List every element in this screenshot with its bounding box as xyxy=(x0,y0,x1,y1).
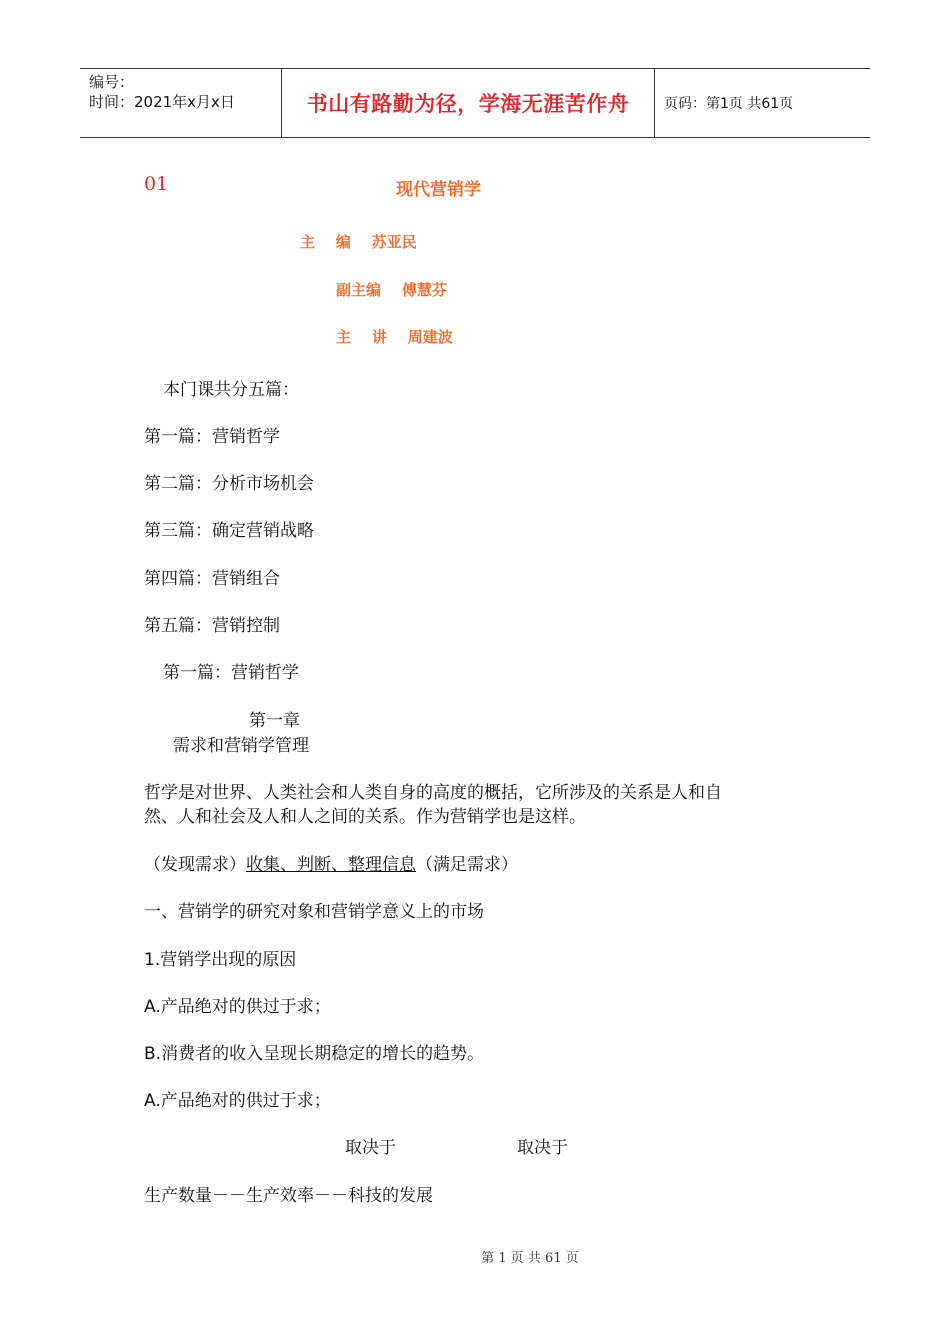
part-item: 第三篇：确定营销战略 xyxy=(144,521,314,541)
list-item: B.消费者的收入呈现长期稳定的增长的趋势。 xyxy=(144,1044,485,1064)
part-item: 第四篇：营销组合 xyxy=(144,569,280,589)
chain-line: 生产数量－－生产效率－－科技的发展 xyxy=(144,1186,433,1206)
time-label: 时间：2021年x月x日 xyxy=(89,93,235,111)
part-item: 第五篇：营销控制 xyxy=(144,616,280,636)
flow-middle: 收集、判断、整理信息 xyxy=(246,855,416,875)
list-item: A.产品绝对的供过于求； xyxy=(144,997,331,1017)
header-motto: 书山有路勤为径，学海无涯苦作舟 xyxy=(306,92,630,116)
paragraph-line: 哲学是对世界、人类社会和人类自身的高度的概括，它所涉及的关系是人和自 xyxy=(144,783,722,803)
section-heading: 一、营销学的研究对象和营销学意义上的市场 xyxy=(144,902,484,922)
page-header xyxy=(80,68,870,138)
chapter-number: 第一章 xyxy=(249,711,300,731)
part-item: 第二篇：分析市场机会 xyxy=(144,474,314,494)
paragraph-line: 然、人和社会及人和人之间的关系。作为营销学也是这样。 xyxy=(144,807,586,827)
header-divider xyxy=(654,69,655,137)
number-label: 编号： xyxy=(89,73,135,91)
deputy-editor: 副主编 傅慧芬 xyxy=(336,281,447,299)
flow-left: （发现需求） xyxy=(144,855,246,875)
header-meta xyxy=(89,72,235,112)
part-heading: 第一篇：营销哲学 xyxy=(163,663,299,683)
document-title: 现代营销学 xyxy=(396,180,481,200)
depends-label: 取决于 xyxy=(345,1138,396,1158)
lecturer: 主 讲 周建波 xyxy=(336,328,453,346)
chapter-title: 需求和营销学管理 xyxy=(173,736,309,756)
flow-right: （满足需求） xyxy=(416,855,518,875)
page-footer xyxy=(0,1247,950,1266)
footer-page-number: 第 1 页 共 61 页 xyxy=(481,1251,579,1266)
header-page-info: 页码：第1页 共61页 xyxy=(664,96,794,112)
list-item: 1.营销学出现的原因 xyxy=(144,950,297,970)
flow-line xyxy=(144,850,518,875)
depends-label: 取决于 xyxy=(517,1138,568,1158)
part-item: 第一篇：营销哲学 xyxy=(144,427,280,447)
list-item: A.产品绝对的供过于求； xyxy=(144,1091,331,1111)
document-number: 01 xyxy=(144,173,169,195)
chief-editor: 主 编 苏亚民 xyxy=(300,233,417,251)
course-intro: 本门课共分五篇： xyxy=(163,380,299,400)
